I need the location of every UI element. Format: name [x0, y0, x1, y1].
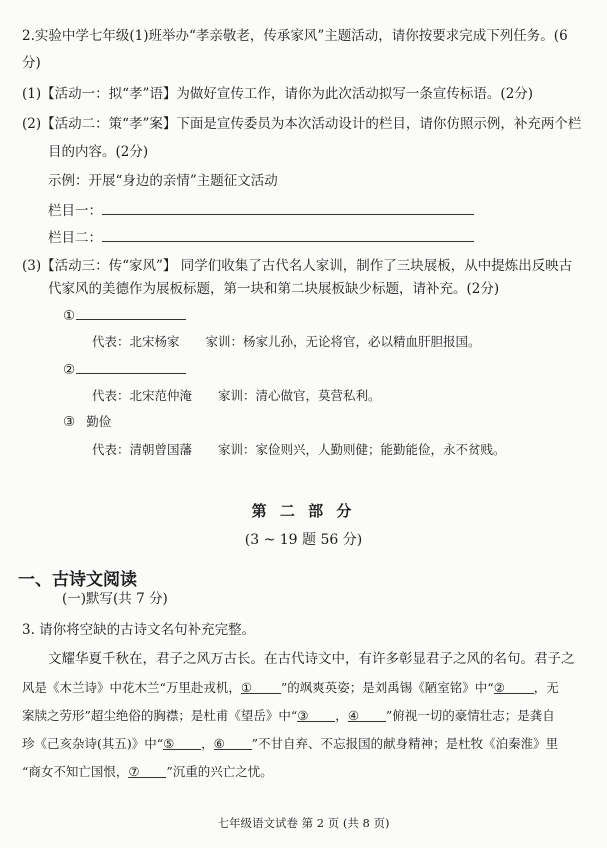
q2-example: 示例：开展“身边的亲情”主题征文活动 [48, 173, 278, 189]
blank-3[interactable] [297, 710, 335, 722]
passage-line-4 [22, 738, 558, 751]
part-two-subtitle: (3 ~ 19 题 56 分) [244, 532, 363, 548]
q2-sub3-line2: 代家风的美德作为展板标题，第一块和第二块展板缺少标题，请补充。(2分) [48, 281, 500, 297]
blank-2[interactable] [494, 682, 534, 694]
blank-5-number: ⑤ [163, 736, 175, 751]
column-two-field[interactable] [48, 230, 474, 246]
column-two-label: 栏目二： [48, 230, 102, 246]
board-3-motto: 家训：家俭则兴，人勤则健；能勤能俭，永不贫贱。 [218, 442, 506, 457]
q2-sub1: (1)【活动一：拟“孝”语】为做好宣传工作，请你为此次活动拟写一条宣传标语。(2分) [22, 86, 534, 102]
column-one-field[interactable] [48, 203, 474, 219]
q2-sub2-line2: 目的内容。(2分) [48, 144, 149, 160]
passage-line-5 [22, 766, 273, 779]
passage-text: ，无 [533, 680, 559, 695]
board-1-motto: 家训：杨家儿孙，无论将官，必以精血肝胆报国。 [205, 334, 481, 349]
q3-prompt: 3. 请你将空缺的古诗文名句补充完整。 [22, 622, 256, 638]
blank-4[interactable] [348, 710, 386, 722]
passage-line-3 [22, 710, 555, 723]
board-1-blank[interactable] [76, 308, 186, 320]
section-one-sub: (一)默写(共 7 分) [62, 591, 168, 607]
column-one-label: 栏目一： [48, 203, 102, 219]
board-2-blank[interactable] [76, 362, 186, 374]
board-2-title[interactable] [62, 362, 186, 378]
passage-text: ”沉重的兴亡之忧。 [166, 764, 273, 779]
column-two-blank[interactable] [102, 230, 474, 242]
passage-text: ”不甘自弃、不忘报国的献身精神；是杜牧《泊秦淮》里 [251, 736, 559, 751]
board-2-number: ② [62, 362, 76, 378]
passage-text: ”俯视一切的豪情壮志；是龚自 [385, 708, 555, 723]
passage-text: ， [201, 736, 214, 751]
blank-7[interactable] [128, 766, 166, 778]
q2-line2: 分) [22, 55, 41, 71]
q2-sub3-line1: (3)【活动三：传“家风”】 同学们收集了古代名人家训，制作了三块展板，从中提炼出反映古 [22, 258, 573, 274]
passage-line-1: 文耀华夏千秋在，君子之风万古长。在古代诗文中，有许多彰显君子之风的名句。君子之 [48, 651, 575, 667]
passage-text: 珍《己亥杂诗(其五)》中“ [22, 736, 164, 751]
passage-text: 案牍之劳形”超尘绝俗的胸襟；是杜甫《望岳》中“ [22, 708, 298, 723]
board-1-rep: 代表：北宋杨家 [92, 334, 180, 349]
blank-7-number: ⑦ [128, 764, 140, 779]
blank-5[interactable] [163, 738, 201, 750]
column-one-blank[interactable] [102, 203, 474, 215]
blank-6-number: ⑥ [213, 736, 225, 751]
section-one-heading: 一、古诗文阅读 [18, 570, 137, 590]
blank-4-number: ④ [347, 708, 360, 723]
passage-text: “商女不知亡国恨， [22, 764, 129, 779]
board-2-rep: 代表：北宋范仲淹 [92, 388, 193, 403]
board-1-title[interactable] [62, 308, 186, 324]
board-1-content [92, 336, 481, 349]
q2-sub2-line1: (2)【活动二：策“孝”案】下面是宣传委员为本次活动设计的栏目，请你仿照示例，补充两个栏 [22, 116, 582, 132]
board-3-heading: 勤俭 [86, 414, 112, 429]
blank-3-number: ③ [297, 708, 309, 723]
board-2-motto: 家训：清心做官，莫营私利。 [218, 388, 381, 403]
blank-6[interactable] [214, 738, 252, 750]
blank-2-number: ② [493, 680, 505, 695]
passage-text: ”的飒爽英姿；是刘禹锡《陋室铭》中“ [280, 680, 494, 695]
passage-text: ， [335, 708, 348, 723]
q2-line1: 2.实验中学七年级(1)班举办“孝亲敬老，传承家风”主题活动，请你按要求完成下列任务。(6 [22, 28, 568, 44]
blank-1-number: ① [240, 680, 253, 695]
board-3-number: ③ [62, 414, 76, 430]
passage-line-2 [22, 682, 559, 695]
board-3-title [62, 416, 111, 430]
part-two-title: 第 二 部 分 [251, 502, 356, 520]
board-1-number: ① [62, 308, 76, 324]
board-3-rep: 代表：清朝曾国藩 [92, 442, 193, 457]
passage-text: 风是《木兰诗》中花木兰“万里赴戎机， [22, 680, 241, 695]
blank-1[interactable] [241, 682, 281, 694]
board-2-content [92, 390, 381, 403]
page-footer: 七年级语文试卷 第 2 页 (共 8 页) [217, 816, 390, 830]
board-3-content [92, 444, 506, 457]
